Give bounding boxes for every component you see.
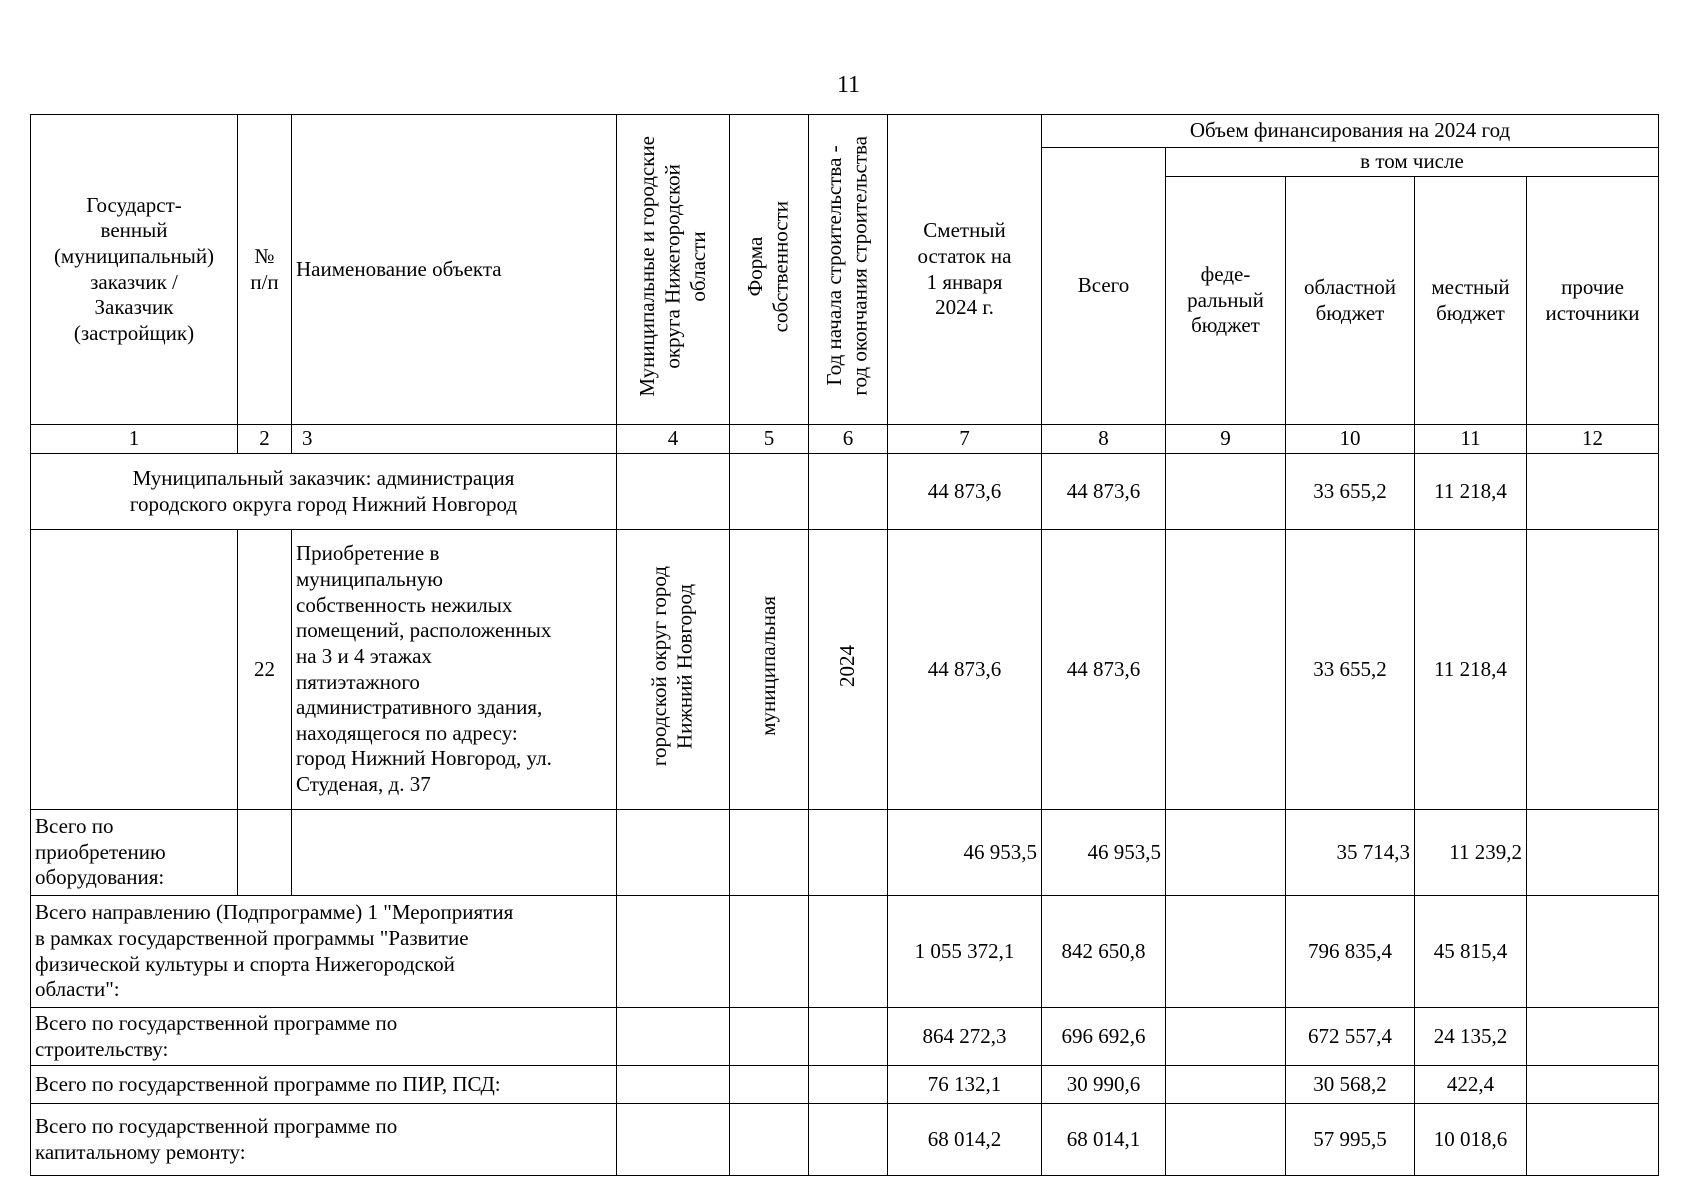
summary-municipality <box>617 1008 730 1066</box>
summary-label <box>31 1104 617 1176</box>
summary-estimate: 864 272,3 <box>888 1008 1042 1066</box>
summary-municipality <box>617 1104 730 1176</box>
customer-years <box>809 454 888 530</box>
summary-municipality <box>617 1066 730 1104</box>
header-customer-text: Государст- венный (муниципальный) заказчик / Заказчик (застройщик) <box>53 192 215 345</box>
page-number: 11 <box>836 72 861 98</box>
column-number-5: 5 <box>730 425 809 454</box>
summary-label-text: Всего по государственной программе по строительству: <box>35 1010 398 1061</box>
header-federal <box>1166 177 1286 425</box>
summary-regional: 30 568,2 <box>1286 1066 1415 1104</box>
equipment-estimate: 46 953,5 <box>888 810 1042 896</box>
customer-label <box>31 454 617 530</box>
header-number-text: № п/п <box>250 243 279 294</box>
summary-label-text: Всего направлению (Подпрограмме) 1 "Мероприятия в рамках государственной программы "Развитие физической культуры и спорта Нижегородской области": <box>35 900 514 1002</box>
header-customer <box>31 115 238 425</box>
equipment-label-text: Всего по приобретению оборудования: <box>35 814 166 890</box>
header-estimate-text: Сметный остаток на 1 января 2024 г. <box>917 218 1012 320</box>
summary-regional: 672 557,4 <box>1286 1008 1415 1066</box>
header-ownership <box>730 115 809 425</box>
column-number-9: 9 <box>1166 425 1286 454</box>
header-local-text: местный бюджет <box>1431 274 1510 325</box>
summary-local: 422,4 <box>1415 1066 1527 1104</box>
equipment-name <box>292 810 617 896</box>
summary-total: 696 692,6 <box>1042 1008 1166 1066</box>
summary-years <box>809 896 888 1008</box>
summary-ownership <box>730 896 809 1008</box>
column-number-1: 1 <box>31 425 238 454</box>
summary-regional: 57 995,5 <box>1286 1104 1415 1176</box>
header-financing-text: Объем финансирования на 2024 год <box>1189 118 1511 143</box>
header-years-text: Год начала строительства - год окончания строительства <box>822 136 872 396</box>
summary-local: 45 815,4 <box>1415 896 1527 1008</box>
summary-regional: 796 835,4 <box>1286 896 1415 1008</box>
column-number-8: 8 <box>1042 425 1166 454</box>
summary-years <box>809 1104 888 1176</box>
equipment-years <box>809 810 888 896</box>
summary-local: 24 135,2 <box>1415 1008 1527 1066</box>
object-ownership <box>730 530 809 810</box>
header-row-1 <box>31 115 1659 148</box>
header-total <box>1042 148 1166 425</box>
header-object-name <box>292 115 617 425</box>
summary-total: 68 014,1 <box>1042 1104 1166 1176</box>
object-local: 11 218,4 <box>1415 530 1527 810</box>
header-municipality <box>617 115 730 425</box>
summary-label-text: Всего по государственной программе по капитальному ремонту: <box>35 1113 398 1164</box>
column-number-7: 7 <box>888 425 1042 454</box>
customer-ownership <box>730 454 809 530</box>
header-estimate <box>888 115 1042 425</box>
summary-label <box>31 1008 617 1066</box>
customer-total: 44 873,6 <box>1042 454 1166 530</box>
equipment-local: 11 239,2 <box>1415 810 1527 896</box>
financing-table <box>30 114 1659 1176</box>
column-number-11: 11 <box>1415 425 1527 454</box>
summary-ownership <box>730 1008 809 1066</box>
summary-municipality <box>617 896 730 1008</box>
summary-ownership <box>730 1104 809 1176</box>
header-including <box>1166 148 1659 177</box>
object-customer <box>31 530 238 810</box>
object-municipality <box>617 530 730 810</box>
summary-other <box>1527 1104 1659 1176</box>
column-number-6: 6 <box>809 425 888 454</box>
header-regional-text: областной бюджет <box>1304 274 1396 325</box>
customer-estimate: 44 873,6 <box>888 454 1042 530</box>
customer-other <box>1527 454 1659 530</box>
equipment-ownership <box>730 810 809 896</box>
object-other <box>1527 530 1659 810</box>
object-ownership-text: муниципальная <box>756 596 781 737</box>
header-federal-text: феде- ральный бюджет <box>1187 262 1264 338</box>
summary-total: 30 990,6 <box>1042 1066 1166 1104</box>
header-including-text: в том числе <box>1360 149 1464 174</box>
equipment-label <box>31 810 238 896</box>
column-number-4: 4 <box>617 425 730 454</box>
object-regional: 33 655,2 <box>1286 530 1415 810</box>
summary-estimate: 1 055 372,1 <box>888 896 1042 1008</box>
summary-row-design <box>31 1066 1659 1104</box>
summary-row-subprogram <box>31 896 1659 1008</box>
object-years <box>809 530 888 810</box>
object-number: 22 <box>238 530 292 810</box>
object-municipality-text: городской округ город Нижний Новгород <box>647 566 697 767</box>
summary-row-repair <box>31 1104 1659 1176</box>
column-number-12: 12 <box>1527 425 1659 454</box>
equipment-number <box>238 810 292 896</box>
object-years-text: 2024 <box>835 645 860 688</box>
summary-total: 842 650,8 <box>1042 896 1166 1008</box>
summary-label <box>31 896 617 1008</box>
summary-ownership <box>730 1066 809 1104</box>
column-number-row <box>31 425 1659 454</box>
equipment-municipality <box>617 810 730 896</box>
equipment-regional: 35 714,3 <box>1286 810 1415 896</box>
customer-local: 11 218,4 <box>1415 454 1527 530</box>
column-number-2: 2 <box>238 425 292 454</box>
summary-other <box>1527 1008 1659 1066</box>
object-name <box>292 530 617 810</box>
summary-estimate: 76 132,1 <box>888 1066 1042 1104</box>
summary-federal <box>1166 896 1286 1008</box>
summary-label-text: Всего по государственной программе по ПИР, ПСД: <box>35 1071 501 1096</box>
header-years <box>809 115 888 425</box>
summary-estimate: 68 014,2 <box>888 1104 1042 1176</box>
customer-label-text: Муниципальный заказчик: администрация городского округа город Нижний Новгород <box>129 465 518 516</box>
header-object-name-text: Наименование объекта <box>296 256 502 281</box>
summary-other <box>1527 1066 1659 1104</box>
customer-municipality <box>617 454 730 530</box>
summary-years <box>809 1008 888 1066</box>
equipment-total: 46 953,5 <box>1042 810 1166 896</box>
header-total-text: Всего <box>1077 273 1130 298</box>
header-other-text: прочие источники <box>1545 274 1640 325</box>
header-ownership-text: Форма собственности <box>743 200 793 332</box>
customer-regional: 33 655,2 <box>1286 454 1415 530</box>
summary-federal <box>1166 1066 1286 1104</box>
equipment-federal <box>1166 810 1286 896</box>
column-number-10: 10 <box>1286 425 1415 454</box>
equipment-row <box>31 810 1659 896</box>
header-number <box>238 115 292 425</box>
summary-years <box>809 1066 888 1104</box>
object-total: 44 873,6 <box>1042 530 1166 810</box>
object-federal <box>1166 530 1286 810</box>
summary-federal <box>1166 1104 1286 1176</box>
summary-local: 10 018,6 <box>1415 1104 1527 1176</box>
header-other <box>1527 177 1659 425</box>
column-number-3: 3 <box>292 425 617 454</box>
object-name-text: Приобретение в муниципальную собственность нежилых помещений, расположенных на 3 и 4 этажах пятиэтажного административного здания, находящегося по адресу: город Нижний Новгород, ул. Студеная, д. 37 <box>296 541 552 796</box>
summary-row-construction <box>31 1008 1659 1066</box>
header-regional <box>1286 177 1415 425</box>
object-estimate: 44 873,6 <box>888 530 1042 810</box>
header-financing <box>1042 115 1659 148</box>
header-municipality-text: Муниципальные и городские округа Нижегородской области <box>634 135 710 397</box>
customer-federal <box>1166 454 1286 530</box>
equipment-other <box>1527 810 1659 896</box>
summary-other <box>1527 896 1659 1008</box>
summary-federal <box>1166 1008 1286 1066</box>
object-row <box>31 530 1659 810</box>
customer-row <box>31 454 1659 530</box>
summary-label <box>31 1066 617 1104</box>
header-local <box>1415 177 1527 425</box>
